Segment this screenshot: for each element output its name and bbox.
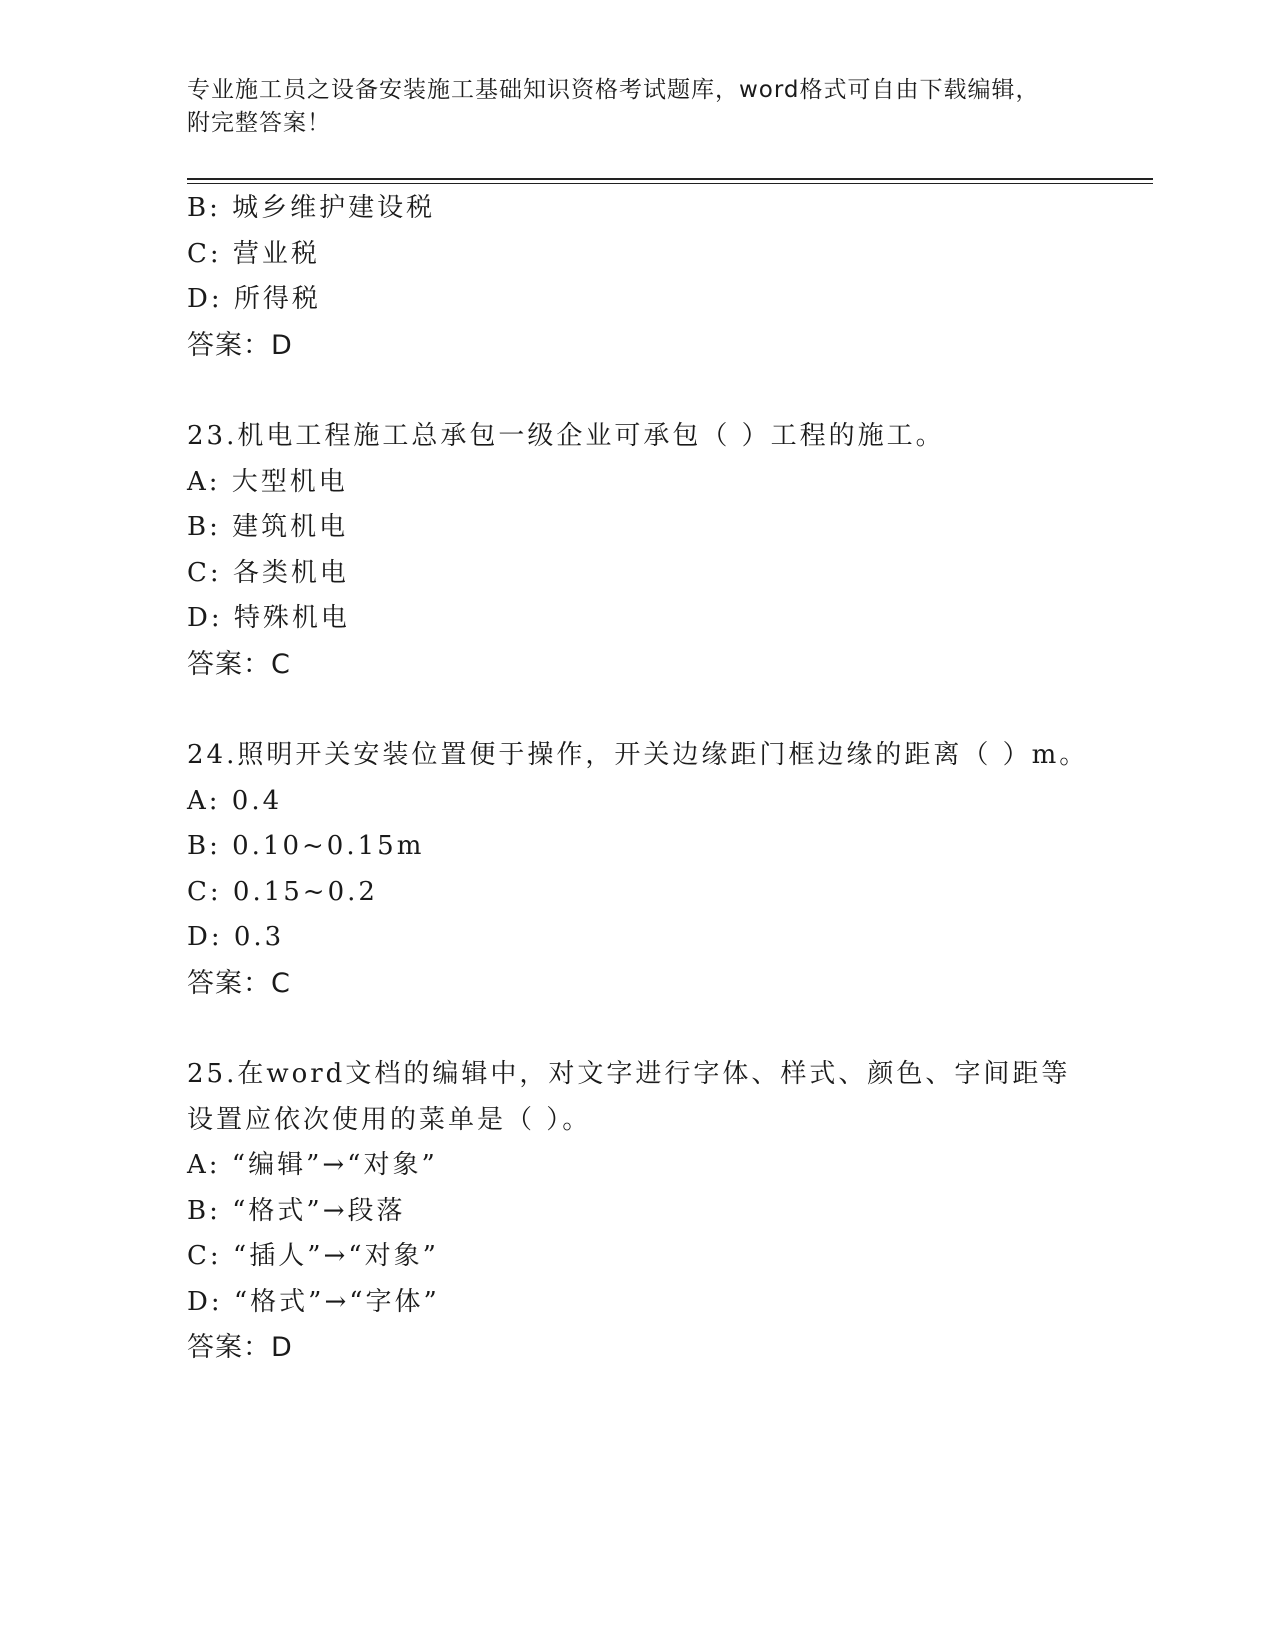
question-25 <box>187 1052 1087 1371</box>
spacer <box>187 1006 1087 1052</box>
question-list <box>187 186 1087 1371</box>
q23-option-c: C: 各类机电 <box>187 557 349 588</box>
q24-option-c: C: 0.15~0.2 <box>187 876 378 907</box>
q23-option-a: A: 大型机电 <box>187 466 348 497</box>
q25-option-c: C: “插人”→“对象” <box>187 1241 439 1271</box>
q25-question-line-1: 25.在word文档的编辑中，对文字进行字体、样式、颜色、字间距等 <box>187 1059 1071 1089</box>
header-line-1: 专业施工员之设备安装施工基础知识资格考试题库，word格式可自由下载编辑， <box>187 77 1040 103</box>
q23-option-b: B: 建筑机电 <box>187 512 349 542</box>
question-24 <box>187 733 1087 1006</box>
spacer <box>187 687 1087 733</box>
document-header <box>187 74 1087 140</box>
q24-answer: 答案：C <box>187 967 291 999</box>
q25-option-a: A: “编辑”→“对象” <box>187 1150 438 1180</box>
q24-option-d: D: 0.3 <box>187 922 285 952</box>
q23-option-d: D: 特殊机电 <box>187 603 350 633</box>
header-line-2: 附完整答案！ <box>187 110 331 136</box>
question-22-options <box>187 186 1087 368</box>
q22-answer: 答案：D <box>187 329 293 361</box>
q25-option-d: D: “格式”→“字体” <box>187 1286 440 1317</box>
spacer <box>187 368 1087 414</box>
q22-option-b: B: 城乡维护建设税 <box>187 193 436 223</box>
q25-question-line-2: 设置应依次使用的菜单是（ ）。 <box>187 1104 592 1135</box>
q23-answer: 答案：C <box>187 648 291 680</box>
header-divider-top <box>187 178 1153 180</box>
q22-option-d: D: 所得税 <box>187 284 321 314</box>
header-divider-bottom <box>187 183 1153 184</box>
q24-option-b: B: 0.10~0.15m <box>187 831 425 861</box>
question-23 <box>187 414 1087 687</box>
q23-question: 23.机电工程施工总承包一级企业可承包（ ）工程的施工。 <box>187 421 945 451</box>
q25-option-b: B: “格式”→段落 <box>187 1195 406 1226</box>
q24-question: 24.照明开关安装位置便于操作，开关边缘距门框边缘的距离（ ）m。 <box>187 740 1089 770</box>
q22-option-c: C: 营业税 <box>187 238 320 269</box>
q24-option-a: A: 0.4 <box>187 785 283 816</box>
q25-answer: 答案：D <box>187 1332 293 1363</box>
